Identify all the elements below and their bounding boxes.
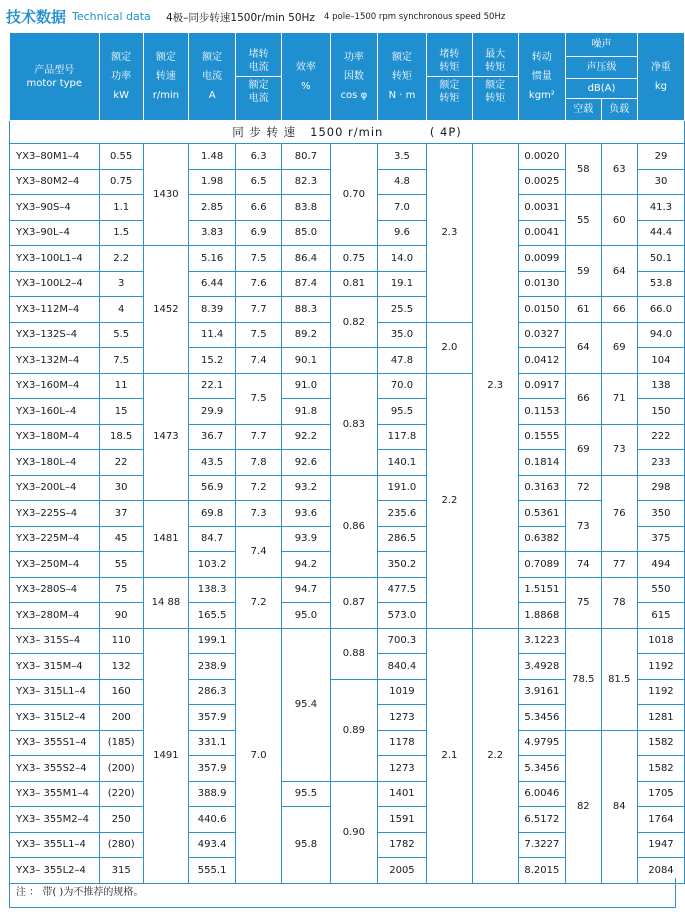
cell-current: 103.2 bbox=[189, 552, 236, 578]
table-row bbox=[10, 297, 685, 323]
cell-inertia: 0.6382 bbox=[518, 526, 565, 552]
cell-power: 3 bbox=[99, 271, 143, 297]
col-power: 额定 功率 kW bbox=[99, 33, 143, 121]
cell-noise-load: 69 bbox=[601, 322, 637, 373]
table-row bbox=[10, 628, 685, 654]
cell-current: 56.9 bbox=[189, 475, 236, 501]
cell-model: YX3– 315S–4 bbox=[10, 628, 100, 654]
subtitle-cn: 4极–同步转速1500r/min 50Hz bbox=[166, 12, 315, 24]
cell-power: 250 bbox=[99, 807, 143, 833]
col-noise-load: 负载 bbox=[601, 99, 637, 121]
cell-efficiency: 87.4 bbox=[282, 271, 331, 297]
cell-model: YX3– 315L1–4 bbox=[10, 679, 100, 705]
cell-locked-current: 6.3 bbox=[236, 144, 282, 170]
cell-inertia: 3.4928 bbox=[518, 654, 565, 680]
cell-efficiency: 91.8 bbox=[282, 399, 331, 425]
cell-power: 0.75 bbox=[99, 169, 143, 195]
cell-locked-current: 7.0 bbox=[236, 628, 282, 883]
col-inertia: 转动 惯量 kgm² bbox=[518, 33, 565, 121]
cell-current: 199.1 bbox=[189, 628, 236, 654]
col-noise-sub-1: 声压级 bbox=[566, 57, 638, 79]
cell-weight: 350 bbox=[637, 501, 684, 527]
cell-current: 36.7 bbox=[189, 424, 236, 450]
cell-inertia: 0.0099 bbox=[518, 246, 565, 272]
cell-torque: 140.1 bbox=[377, 450, 426, 476]
cell-inertia: 0.1153 bbox=[518, 399, 565, 425]
cell-efficiency: 93.2 bbox=[282, 475, 331, 501]
cell-weight: 1018 bbox=[637, 628, 684, 654]
cell-noise-load: 71 bbox=[601, 373, 637, 424]
cell-weight: 50.1 bbox=[637, 246, 684, 272]
cell-weight: 298 bbox=[637, 475, 684, 501]
cell-noise-idle: 74 bbox=[566, 552, 601, 578]
cell-current: 1.98 bbox=[189, 169, 236, 195]
cell-noise-idle: 82 bbox=[566, 730, 601, 883]
cell-power: 4 bbox=[99, 297, 143, 323]
cell-efficiency: 94.2 bbox=[282, 552, 331, 578]
cell-noise-load: 64 bbox=[601, 246, 637, 297]
cell-current: 22.1 bbox=[189, 373, 236, 399]
cell-torque: 3.5 bbox=[377, 144, 426, 170]
cell-weight: 138 bbox=[637, 373, 684, 399]
cell-torque: 9.6 bbox=[377, 220, 426, 246]
cell-current: 15.2 bbox=[189, 348, 236, 374]
cell-model: YX3–225M–4 bbox=[10, 526, 100, 552]
cell-weight: 1582 bbox=[637, 756, 684, 782]
cell-speed: 1452 bbox=[143, 246, 188, 374]
subtitle-en: 4 pole–1500 rpm synchronous speed 50Hz bbox=[324, 12, 506, 22]
cell-power: 2.2 bbox=[99, 246, 143, 272]
cell-weight: 41.3 bbox=[637, 195, 684, 221]
cell-weight: 494 bbox=[637, 552, 684, 578]
cell-power: 132 bbox=[99, 654, 143, 680]
cell-torque: 286.5 bbox=[377, 526, 426, 552]
cell-current: 1.48 bbox=[189, 144, 236, 170]
cell-speed: 1481 bbox=[143, 501, 188, 578]
cell-current: 440.6 bbox=[189, 807, 236, 833]
cell-weight: 53.8 bbox=[637, 271, 684, 297]
cell-power-factor: 0.75 bbox=[330, 246, 377, 272]
cell-weight: 94.0 bbox=[637, 322, 684, 348]
cell-model: YX3– 355M1–4 bbox=[10, 781, 100, 807]
cell-efficiency: 83.8 bbox=[282, 195, 331, 221]
cell-inertia: 1.5151 bbox=[518, 577, 565, 603]
cell-locked-current: 7.4 bbox=[236, 526, 282, 577]
cell-current: 84.7 bbox=[189, 526, 236, 552]
cell-noise-load: 81.5 bbox=[601, 628, 637, 730]
cell-power-factor: 0.81 bbox=[330, 271, 377, 297]
cell-current: 29.9 bbox=[189, 399, 236, 425]
cell-power: 55 bbox=[99, 552, 143, 578]
cell-current: 238.9 bbox=[189, 654, 236, 680]
cell-noise-idle: 59 bbox=[566, 246, 601, 297]
cell-torque: 235.6 bbox=[377, 501, 426, 527]
cell-current: 165.5 bbox=[189, 603, 236, 629]
cell-current: 69.8 bbox=[189, 501, 236, 527]
cell-weight: 1582 bbox=[637, 730, 684, 756]
cell-weight: 2084 bbox=[637, 858, 684, 884]
cell-model: YX3–80M2–4 bbox=[10, 169, 100, 195]
cell-noise-idle: 73 bbox=[566, 501, 601, 552]
cell-locked-current: 7.5 bbox=[236, 246, 282, 272]
col-model: 产品型号 motor type bbox=[10, 33, 100, 121]
cell-locked-current: 7.7 bbox=[236, 297, 282, 323]
cell-locked-current: 6.6 bbox=[236, 195, 282, 221]
cell-power-factor: 0.83 bbox=[330, 373, 377, 475]
col-locked-current: 堵转 电流 额定 电流 bbox=[236, 33, 282, 121]
col-noise: 噪声 bbox=[566, 33, 638, 57]
cell-power-factor: 0.82 bbox=[330, 297, 377, 348]
cell-torque: 95.5 bbox=[377, 399, 426, 425]
cell-efficiency: 88.3 bbox=[282, 297, 331, 323]
col-current: 额定 电流 A bbox=[189, 33, 236, 121]
cell-noise-idle: 66 bbox=[566, 373, 601, 424]
cell-weight: 615 bbox=[637, 603, 684, 629]
cell-locked-torque: 2.0 bbox=[426, 322, 472, 373]
cell-weight: 1192 bbox=[637, 679, 684, 705]
cell-efficiency: 82.3 bbox=[282, 169, 331, 195]
cell-torque: 573.0 bbox=[377, 603, 426, 629]
cell-inertia: 0.0031 bbox=[518, 195, 565, 221]
cell-torque: 1273 bbox=[377, 756, 426, 782]
cell-weight: 66.0 bbox=[637, 297, 684, 323]
cell-torque: 35.0 bbox=[377, 322, 426, 348]
cell-power: 160 bbox=[99, 679, 143, 705]
cell-speed: 14 88 bbox=[143, 577, 188, 628]
cell-torque: 19.1 bbox=[377, 271, 426, 297]
cell-model: YX3–132M–4 bbox=[10, 348, 100, 374]
cell-power: (220) bbox=[99, 781, 143, 807]
technical-data-table bbox=[9, 32, 685, 884]
cell-model: YX3–90S–4 bbox=[10, 195, 100, 221]
cell-current: 2.85 bbox=[189, 195, 236, 221]
cell-model: YX3–200L–4 bbox=[10, 475, 100, 501]
cell-locked-current: 6.5 bbox=[236, 169, 282, 195]
cell-inertia: 6.0046 bbox=[518, 781, 565, 807]
cell-current: 331.1 bbox=[189, 730, 236, 756]
cell-torque: 117.8 bbox=[377, 424, 426, 450]
cell-noise-load: 73 bbox=[601, 424, 637, 475]
cell-efficiency: 86.4 bbox=[282, 246, 331, 272]
cell-weight: 550 bbox=[637, 577, 684, 603]
cell-efficiency: 95.5 bbox=[282, 781, 331, 807]
footnote: 注 ： 带( )为不推荐的规格。 bbox=[9, 878, 676, 908]
cell-efficiency: 90.1 bbox=[282, 348, 331, 374]
cell-model: YX3–100L1–4 bbox=[10, 246, 100, 272]
cell-efficiency: 95.4 bbox=[282, 628, 331, 781]
cell-weight: 375 bbox=[637, 526, 684, 552]
cell-power: 200 bbox=[99, 705, 143, 731]
col-speed: 额定 转速 r/min bbox=[143, 33, 188, 121]
cell-model: YX3–90L–4 bbox=[10, 220, 100, 246]
col-noise-sub-2: dB(A) bbox=[566, 79, 638, 99]
cell-noise-load: 60 bbox=[601, 195, 637, 246]
cell-inertia: 0.0025 bbox=[518, 169, 565, 195]
cell-efficiency: 85.0 bbox=[282, 220, 331, 246]
cell-model: YX3–180L–4 bbox=[10, 450, 100, 476]
cell-locked-current: 6.9 bbox=[236, 220, 282, 246]
cell-current: 3.83 bbox=[189, 220, 236, 246]
cell-current: 357.9 bbox=[189, 756, 236, 782]
col-weight: 净重 kg bbox=[637, 33, 684, 121]
cell-current: 138.3 bbox=[189, 577, 236, 603]
cell-model: YX3–112M–4 bbox=[10, 297, 100, 323]
cell-weight: 1281 bbox=[637, 705, 684, 731]
cell-noise-idle: 64 bbox=[566, 322, 601, 373]
cell-noise-idle: 69 bbox=[566, 424, 601, 475]
cell-efficiency: 92.6 bbox=[282, 450, 331, 476]
cell-torque: 1591 bbox=[377, 807, 426, 833]
table-row bbox=[10, 373, 685, 399]
cell-model: YX3– 315M–4 bbox=[10, 654, 100, 680]
cell-noise-idle: 61 bbox=[566, 297, 601, 323]
cell-current: 43.5 bbox=[189, 450, 236, 476]
cell-noise-idle: 75 bbox=[566, 577, 601, 628]
speed-band: 同 步 转 速 1500 r/min ( 4P) bbox=[10, 121, 685, 144]
cell-current: 6.44 bbox=[189, 271, 236, 297]
cell-inertia: 1.8868 bbox=[518, 603, 565, 629]
cell-torque: 350.2 bbox=[377, 552, 426, 578]
cell-weight: 30 bbox=[637, 169, 684, 195]
cell-power-factor: 0.70 bbox=[330, 144, 377, 246]
cell-power: 7.5 bbox=[99, 348, 143, 374]
cell-model: YX3–100L2–4 bbox=[10, 271, 100, 297]
cell-power: 90 bbox=[99, 603, 143, 629]
cell-power: 15 bbox=[99, 399, 143, 425]
col-torque: 额定 转矩 N · m bbox=[377, 33, 426, 121]
cell-noise-load: 78 bbox=[601, 577, 637, 628]
cell-torque: 1401 bbox=[377, 781, 426, 807]
cell-power: 45 bbox=[99, 526, 143, 552]
cell-locked-current: 7.2 bbox=[236, 475, 282, 501]
col-efficiency: 效率 % bbox=[282, 33, 331, 121]
cell-power: (200) bbox=[99, 756, 143, 782]
cell-power: 5.5 bbox=[99, 322, 143, 348]
cell-locked-current: 7.4 bbox=[236, 348, 282, 374]
cell-model: YX3–180M–4 bbox=[10, 424, 100, 450]
cell-locked-torque: 2.1 bbox=[426, 628, 472, 883]
cell-current: 286.3 bbox=[189, 679, 236, 705]
cell-noise-load: 66 bbox=[601, 297, 637, 323]
cell-power: (280) bbox=[99, 832, 143, 858]
cell-weight: 44.4 bbox=[637, 220, 684, 246]
table-row bbox=[10, 577, 685, 603]
cell-weight: 1705 bbox=[637, 781, 684, 807]
cell-model: YX3–160L–4 bbox=[10, 399, 100, 425]
title-cn: 技术数据 bbox=[6, 8, 67, 26]
cell-power: 315 bbox=[99, 858, 143, 884]
cell-noise-idle: 55 bbox=[566, 195, 601, 246]
cell-model: YX3– 355L2–4 bbox=[10, 858, 100, 884]
cell-locked-current: 7.5 bbox=[236, 322, 282, 348]
cell-torque: 2005 bbox=[377, 858, 426, 884]
cell-weight: 150 bbox=[637, 399, 684, 425]
cell-inertia: 0.0150 bbox=[518, 297, 565, 323]
cell-current: 8.39 bbox=[189, 297, 236, 323]
cell-model: YX3– 355S2–4 bbox=[10, 756, 100, 782]
cell-locked-torque: 2.2 bbox=[426, 373, 472, 628]
cell-model: YX3– 355L1–4 bbox=[10, 832, 100, 858]
col-max-torque: 最大 转矩 额定 转矩 bbox=[472, 33, 518, 121]
cell-weight: 1947 bbox=[637, 832, 684, 858]
cell-inertia: 0.5361 bbox=[518, 501, 565, 527]
cell-power: 22 bbox=[99, 450, 143, 476]
cell-power: 18.5 bbox=[99, 424, 143, 450]
cell-noise-load: 84 bbox=[601, 730, 637, 883]
cell-power: 110 bbox=[99, 628, 143, 654]
cell-inertia: 0.1555 bbox=[518, 424, 565, 450]
col-locked-torque: 堵转 转矩 额定 转矩 bbox=[426, 33, 472, 121]
cell-current: 555.1 bbox=[189, 858, 236, 884]
cell-model: YX3–225S–4 bbox=[10, 501, 100, 527]
cell-locked-current: 7.7 bbox=[236, 424, 282, 450]
cell-power: (185) bbox=[99, 730, 143, 756]
page-header bbox=[6, 4, 681, 28]
cell-torque: 1273 bbox=[377, 705, 426, 731]
title-en: Technical data bbox=[72, 10, 151, 23]
cell-model: YX3–280S–4 bbox=[10, 577, 100, 603]
cell-current: 493.4 bbox=[189, 832, 236, 858]
table-row bbox=[10, 246, 685, 272]
table-row bbox=[10, 475, 685, 501]
cell-power: 1.5 bbox=[99, 220, 143, 246]
cell-torque: 14.0 bbox=[377, 246, 426, 272]
cell-torque: 840.4 bbox=[377, 654, 426, 680]
cell-model: YX3– 315L2–4 bbox=[10, 705, 100, 731]
cell-power: 1.1 bbox=[99, 195, 143, 221]
cell-noise-idle: 58 bbox=[566, 144, 601, 195]
cell-torque: 70.0 bbox=[377, 373, 426, 399]
cell-torque: 477.5 bbox=[377, 577, 426, 603]
cell-locked-current: 7.8 bbox=[236, 450, 282, 476]
cell-weight: 233 bbox=[637, 450, 684, 476]
cell-noise-load: 63 bbox=[601, 144, 637, 195]
cell-torque: 25.5 bbox=[377, 297, 426, 323]
cell-power-factor: 0.87 bbox=[330, 577, 377, 628]
cell-model: YX3–250M–4 bbox=[10, 552, 100, 578]
cell-weight: 1764 bbox=[637, 807, 684, 833]
cell-inertia: 8.2015 bbox=[518, 858, 565, 884]
cell-efficiency: 93.6 bbox=[282, 501, 331, 527]
cell-inertia: 7.3227 bbox=[518, 832, 565, 858]
cell-weight: 222 bbox=[637, 424, 684, 450]
cell-torque: 1782 bbox=[377, 832, 426, 858]
cell-power: 11 bbox=[99, 373, 143, 399]
cell-inertia: 0.7089 bbox=[518, 552, 565, 578]
cell-noise-load: 76 bbox=[601, 475, 637, 552]
cell-inertia: 4.9795 bbox=[518, 730, 565, 756]
cell-inertia: 3.9161 bbox=[518, 679, 565, 705]
cell-inertia: 0.0020 bbox=[518, 144, 565, 170]
cell-power-factor bbox=[330, 348, 377, 374]
cell-locked-torque: 2.3 bbox=[426, 144, 472, 323]
cell-inertia: 0.0917 bbox=[518, 373, 565, 399]
cell-power: 30 bbox=[99, 475, 143, 501]
cell-model: YX3– 355M2–4 bbox=[10, 807, 100, 833]
cell-weight: 29 bbox=[637, 144, 684, 170]
cell-noise-idle: 78.5 bbox=[566, 628, 601, 730]
cell-torque: 1019 bbox=[377, 679, 426, 705]
cell-model: YX3–160M–4 bbox=[10, 373, 100, 399]
cell-inertia: 0.0412 bbox=[518, 348, 565, 374]
cell-inertia: 0.0130 bbox=[518, 271, 565, 297]
cell-max-torque: 2.3 bbox=[472, 144, 518, 629]
cell-torque: 700.3 bbox=[377, 628, 426, 654]
cell-efficiency: 89.2 bbox=[282, 322, 331, 348]
cell-speed: 1491 bbox=[143, 628, 188, 883]
cell-noise-idle: 72 bbox=[566, 475, 601, 501]
cell-locked-current: 7.5 bbox=[236, 373, 282, 424]
cell-inertia: 3.1223 bbox=[518, 628, 565, 654]
cell-efficiency: 94.7 bbox=[282, 577, 331, 603]
cell-power: 0.55 bbox=[99, 144, 143, 170]
cell-efficiency: 95.0 bbox=[282, 603, 331, 629]
cell-efficiency: 93.9 bbox=[282, 526, 331, 552]
cell-torque: 47.8 bbox=[377, 348, 426, 374]
cell-torque: 1178 bbox=[377, 730, 426, 756]
col-power-factor: 功率 因数 cos φ bbox=[330, 33, 377, 121]
cell-max-torque: 2.2 bbox=[472, 628, 518, 883]
cell-power-factor: 0.88 bbox=[330, 628, 377, 679]
cell-torque: 7.0 bbox=[377, 195, 426, 221]
cell-model: YX3– 355S1–4 bbox=[10, 730, 100, 756]
cell-noise-load: 77 bbox=[601, 552, 637, 578]
cell-weight: 1192 bbox=[637, 654, 684, 680]
cell-inertia: 0.0327 bbox=[518, 322, 565, 348]
cell-current: 5.16 bbox=[189, 246, 236, 272]
cell-power-factor: 0.89 bbox=[330, 679, 377, 781]
cell-efficiency: 95.8 bbox=[282, 807, 331, 884]
col-noise-idle: 空载 bbox=[566, 99, 601, 121]
cell-power: 37 bbox=[99, 501, 143, 527]
cell-locked-current: 7.6 bbox=[236, 271, 282, 297]
cell-inertia: 0.1814 bbox=[518, 450, 565, 476]
cell-locked-current: 7.2 bbox=[236, 577, 282, 628]
cell-model: YX3–80M1–4 bbox=[10, 144, 100, 170]
cell-torque: 4.8 bbox=[377, 169, 426, 195]
cell-efficiency: 91.0 bbox=[282, 373, 331, 399]
cell-speed: 1473 bbox=[143, 373, 188, 501]
cell-torque: 191.0 bbox=[377, 475, 426, 501]
cell-inertia: 5.3456 bbox=[518, 756, 565, 782]
cell-model: YX3–132S–4 bbox=[10, 322, 100, 348]
cell-power: 75 bbox=[99, 577, 143, 603]
cell-model: YX3–280M–4 bbox=[10, 603, 100, 629]
cell-efficiency: 92.2 bbox=[282, 424, 331, 450]
cell-current: 357.9 bbox=[189, 705, 236, 731]
table-row bbox=[10, 144, 685, 170]
cell-speed: 1430 bbox=[143, 144, 188, 246]
cell-current: 388.9 bbox=[189, 781, 236, 807]
cell-power-factor: 0.90 bbox=[330, 781, 377, 883]
cell-inertia: 0.0041 bbox=[518, 220, 565, 246]
cell-power-factor: 0.86 bbox=[330, 475, 377, 577]
cell-inertia: 6.5172 bbox=[518, 807, 565, 833]
cell-locked-current: 7.3 bbox=[236, 501, 282, 527]
cell-current: 11.4 bbox=[189, 322, 236, 348]
cell-inertia: 5.3456 bbox=[518, 705, 565, 731]
cell-efficiency: 80.7 bbox=[282, 144, 331, 170]
cell-weight: 104 bbox=[637, 348, 684, 374]
cell-inertia: 0.3163 bbox=[518, 475, 565, 501]
